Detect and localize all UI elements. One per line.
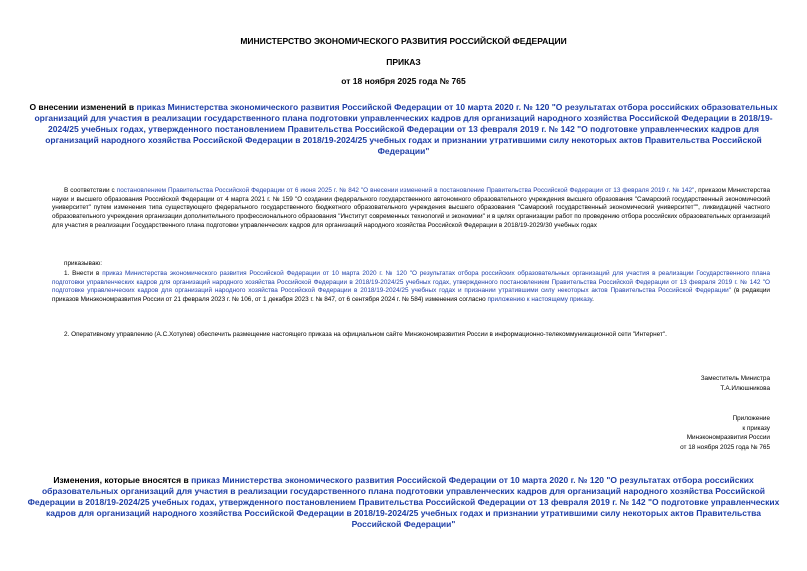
intro-decree-link[interactable]: постановлением Правительства Российской Федерации от 6 июня 2025 г. № 842 "О внесении изменений в постановление Правительства Российской Федерации от 13 февраля 2019 г. № 142" [116, 187, 695, 194]
appendix-line-4: от 18 ноября 2025 года № 765 [680, 443, 770, 451]
signature-block [701, 374, 770, 393]
signature-position: Заместитель Министра [700, 375, 770, 382]
document-title [22, 102, 785, 157]
ministry-name: МИНИСТЕРСТВО ЭКОНОМИЧЕСКОГО РАЗВИТИЯ РОССИЙСКОЙ ФЕДЕРАЦИИ [240, 36, 567, 46]
doc-type: ПРИКАЗ [386, 57, 421, 67]
changes-title [22, 475, 785, 530]
document-title-link[interactable]: приказ Министерства экономического развития Российской Федерации от 10 марта 2020 г. № 120 "О результатах отбора российских образовательных организаций для участия в реализации государственного плана подготовки управленческих кадров для организаций народного хозяйства Российской Федерации в 2018/19-2024/25 учебных годах, утвержденного постановлением Правительства Российской Федерации от 13 февраля 2019 г. № 142 "О подготовке управленческих кадров для организаций народного хозяйства Российской Федерации в 2018/19-2024/25 учебных годах и признании утратившими силу некоторых актов Правительства Российской Федерации" [34, 102, 778, 156]
appendix-line-1: Приложение [732, 415, 770, 422]
item-1-appendix-link[interactable]: приложению к настоящему приказу [487, 296, 593, 304]
intro-text-1: В соответствии с [64, 187, 117, 194]
appendix-line-2: к приказу [742, 424, 770, 432]
doc-date-number: от 18 ноября 2025 года № 765 [341, 76, 466, 86]
prikazyvayu-label: приказываю: [64, 260, 102, 267]
item-1-text-2: (в редакции приказов Минэкономразвития России от 21 февраля 2023 г. № 106, от 1 декабря 2023 г. № 847, от 6 сентября 2024 г. № 584) изменения согласно [52, 287, 770, 304]
item-1-paragraph [52, 270, 770, 305]
item-1-text-1: 1. Внести в [64, 270, 103, 277]
changes-title-prefix: Изменения, которые вносятся в [53, 475, 192, 485]
item-2-paragraph: 2. Оперативному управлению (А.С.Хотулев) обеспечить размещение настоящего приказа на официальном сайте Минэкономразвития России в информационно-телекоммуникационной сети "Интернет". [64, 331, 667, 338]
appendix-block [680, 414, 770, 452]
intro-text-2: , приказом Министерства науки и высшего образования Российской Федерации от 4 марта 2021 г. № 159 "О создании федерального государственного автономного образовательного учреждения высшего образования "Самарский государственный экономический университет" путем изменения типа существующего федерального государственного бюджетного образовательного учреждения высшего образования "Самарский государственный экономический университет"", ликвидацией частного образовательного учреждения организации дополнительного профессионального образования "Институт современных технологий и экономики" и в целях организации работ по проведению отбора российских образовательных организаций для участия в реализации Государственного плана подготовки управленческих кадров для организаций народного хозяйства Российской Федерации в 2018/19-2029/30 учебных годах [52, 187, 771, 229]
changes-title-link[interactable]: приказ Министерства экономического развития Российской Федерации от 10 марта 2020 г. № 120 "О результатах отбора российских образовательных организаций для участия в реализации государственного плана подготовки управленческих кадров для организаций народного хозяйства Российской Федерации в 2018/19-2024/25 учебных годах, утвержденного постановлением Правительства Российской Федерации от 13 февраля 2019 г. № 142 "О подготовке управленческих кадров для организаций народного хозяйства Российской Федерации в 2018/19-2024/25 учебных годах и признании утратившими силу некоторых актов Правительства Российской Федерации" [27, 475, 780, 529]
signature-name: Т.А.Илюшникова [720, 384, 770, 392]
document-title-prefix: О внесении изменений в [29, 102, 137, 112]
appendix-line-3: Минэкономразвития России [686, 434, 770, 441]
item-1-text-3: . [592, 296, 594, 304]
intro-paragraph [52, 187, 770, 231]
item-1-order-link[interactable]: приказ Министерства экономического развития Российской Федерации от 10 марта 2020 г. № 120 "О результатах отбора российских образовательных организаций для участия в реализации Государственного плана подготовки управленческих кадров для организаций народного хозяйства Российской Федерации в 2018/19-2024/25 учебных годах, утвержденного постановлением Правительства Российской Федерации от 13 февраля 2019 г. № 142 "О подготовке управленческих кадров для организаций народного хозяйства Российской Федерации в 2018/19-2024/25 учебных годах и признании утратившими силу некоторых актов Правительства Российской Федерации" [52, 270, 771, 295]
